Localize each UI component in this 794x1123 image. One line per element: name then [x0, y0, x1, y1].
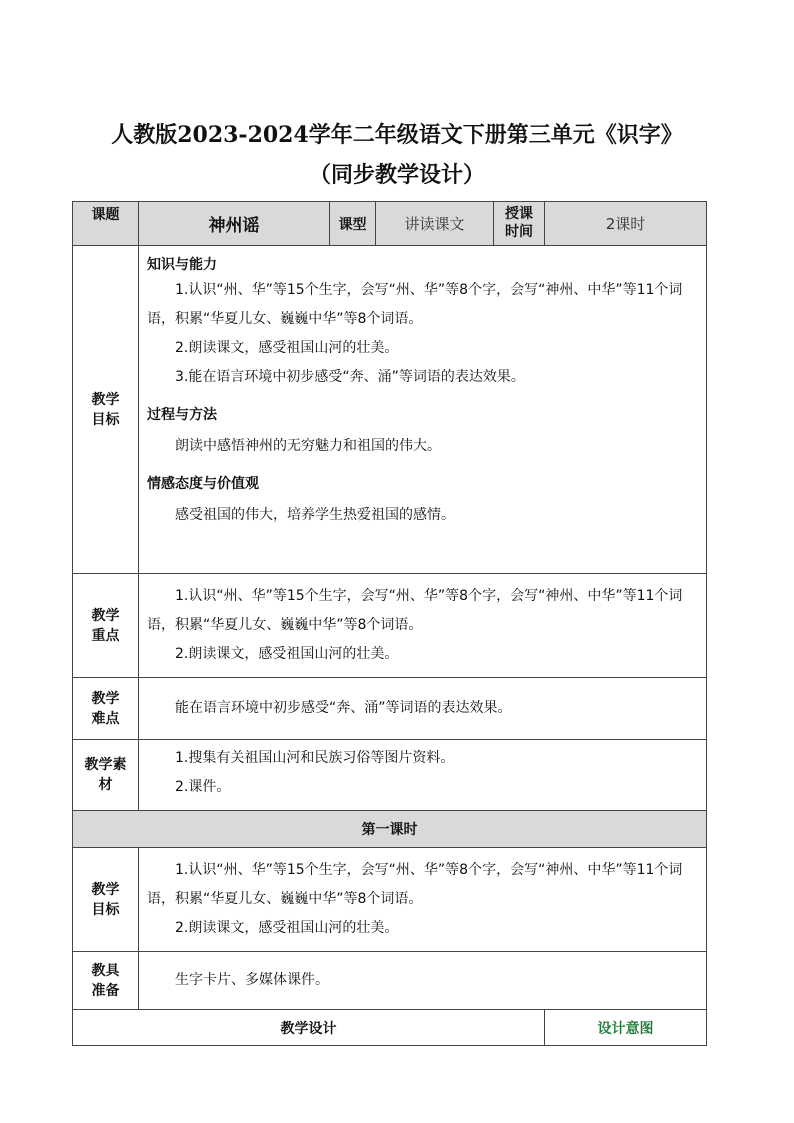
- goals-label: 教学目标: [73, 246, 139, 574]
- topic-value: 神州谣: [139, 202, 330, 246]
- design-label: 教学设计: [73, 1010, 545, 1046]
- topic-label: 课题: [73, 202, 139, 246]
- intent-label: 设计意图: [545, 1010, 707, 1046]
- difficulties-text: 能在语言环境中初步感受“奔、涌”等词语的表达效果。: [175, 700, 512, 716]
- knowledge-heading: 知识与能力: [147, 257, 217, 273]
- material-item: 1.搜集有关祖国山河和民族习俗等图片资料。: [175, 750, 455, 766]
- session-goals-row: [73, 848, 707, 952]
- type-label: 课型: [330, 202, 376, 246]
- tools-label: 教具准备: [73, 952, 139, 1010]
- difficulties-row: [73, 678, 707, 740]
- emotion-heading: 情感态度与价值观: [147, 476, 259, 492]
- hours-label: 授课时间: [494, 202, 545, 246]
- tools-content: [139, 952, 707, 1010]
- materials-row: [73, 740, 707, 811]
- key-points-content: [139, 574, 707, 678]
- type-value: 讲读课文: [376, 202, 494, 246]
- session-goal-item: 2.朗读课文，感受祖国山河的壮美。: [175, 920, 399, 936]
- document-title: 人教版2023-2024学年二年级语文下册第三单元《识字》: [111, 122, 683, 148]
- key-point-item: 2.朗读课文，感受祖国山河的壮美。: [175, 646, 399, 662]
- difficulties-label: 教学难点: [73, 678, 139, 740]
- difficulties-content: [139, 678, 707, 740]
- header-row: [73, 202, 707, 246]
- footer-row: [73, 1010, 707, 1046]
- session-goals-label: 教学目标: [73, 848, 139, 952]
- session-label: 第一课时: [73, 811, 707, 848]
- key-points-row: [73, 574, 707, 678]
- knowledge-item: 2.朗读课文，感受祖国山河的壮美。: [175, 340, 399, 356]
- knowledge-item: 1.认识“州、华”等15个生字，会写“州、华”等8个字，会写“神州、中华”等11个词语，积累“华夏儿女、巍巍中华”等8个词语。: [147, 282, 683, 327]
- tools-text: 生字卡片、多媒体课件。: [175, 972, 329, 988]
- session-goals-content: [139, 848, 707, 952]
- session-goal-item: 1.认识“州、华”等15个生字，会写“州、华”等8个字，会写“神州、中华”等11个词语，积累“华夏儿女、巍巍中华”等8个词语。: [147, 862, 683, 907]
- knowledge-item: 3.能在语言环境中初步感受“奔、涌”等词语的表达效果。: [175, 369, 525, 385]
- process-heading: 过程与方法: [147, 407, 217, 423]
- process-text: 朗读中感悟神州的无穷魅力和祖国的伟大。: [175, 438, 441, 454]
- emotion-text: 感受祖国的伟大，培养学生热爱祖国的感情。: [175, 507, 455, 523]
- hours-value: 2课时: [545, 202, 707, 246]
- materials-content: [139, 740, 707, 811]
- tools-row: [73, 952, 707, 1010]
- key-point-item: 1.认识“州、华”等15个生字，会写“州、华”等8个字，会写“神州、中华”等11个词语，积累“华夏儿女、巍巍中华”等8个词语。: [147, 588, 683, 633]
- material-item: 2.课件。: [175, 779, 231, 795]
- key-points-label: 教学重点: [73, 574, 139, 678]
- materials-label: 教学素材: [73, 740, 139, 811]
- lesson-plan-table: [72, 201, 707, 1046]
- goals-row: [73, 246, 707, 574]
- goals-content: [139, 246, 707, 574]
- document-subtitle: （同步教学设计）: [308, 162, 485, 188]
- session-row: [73, 811, 707, 848]
